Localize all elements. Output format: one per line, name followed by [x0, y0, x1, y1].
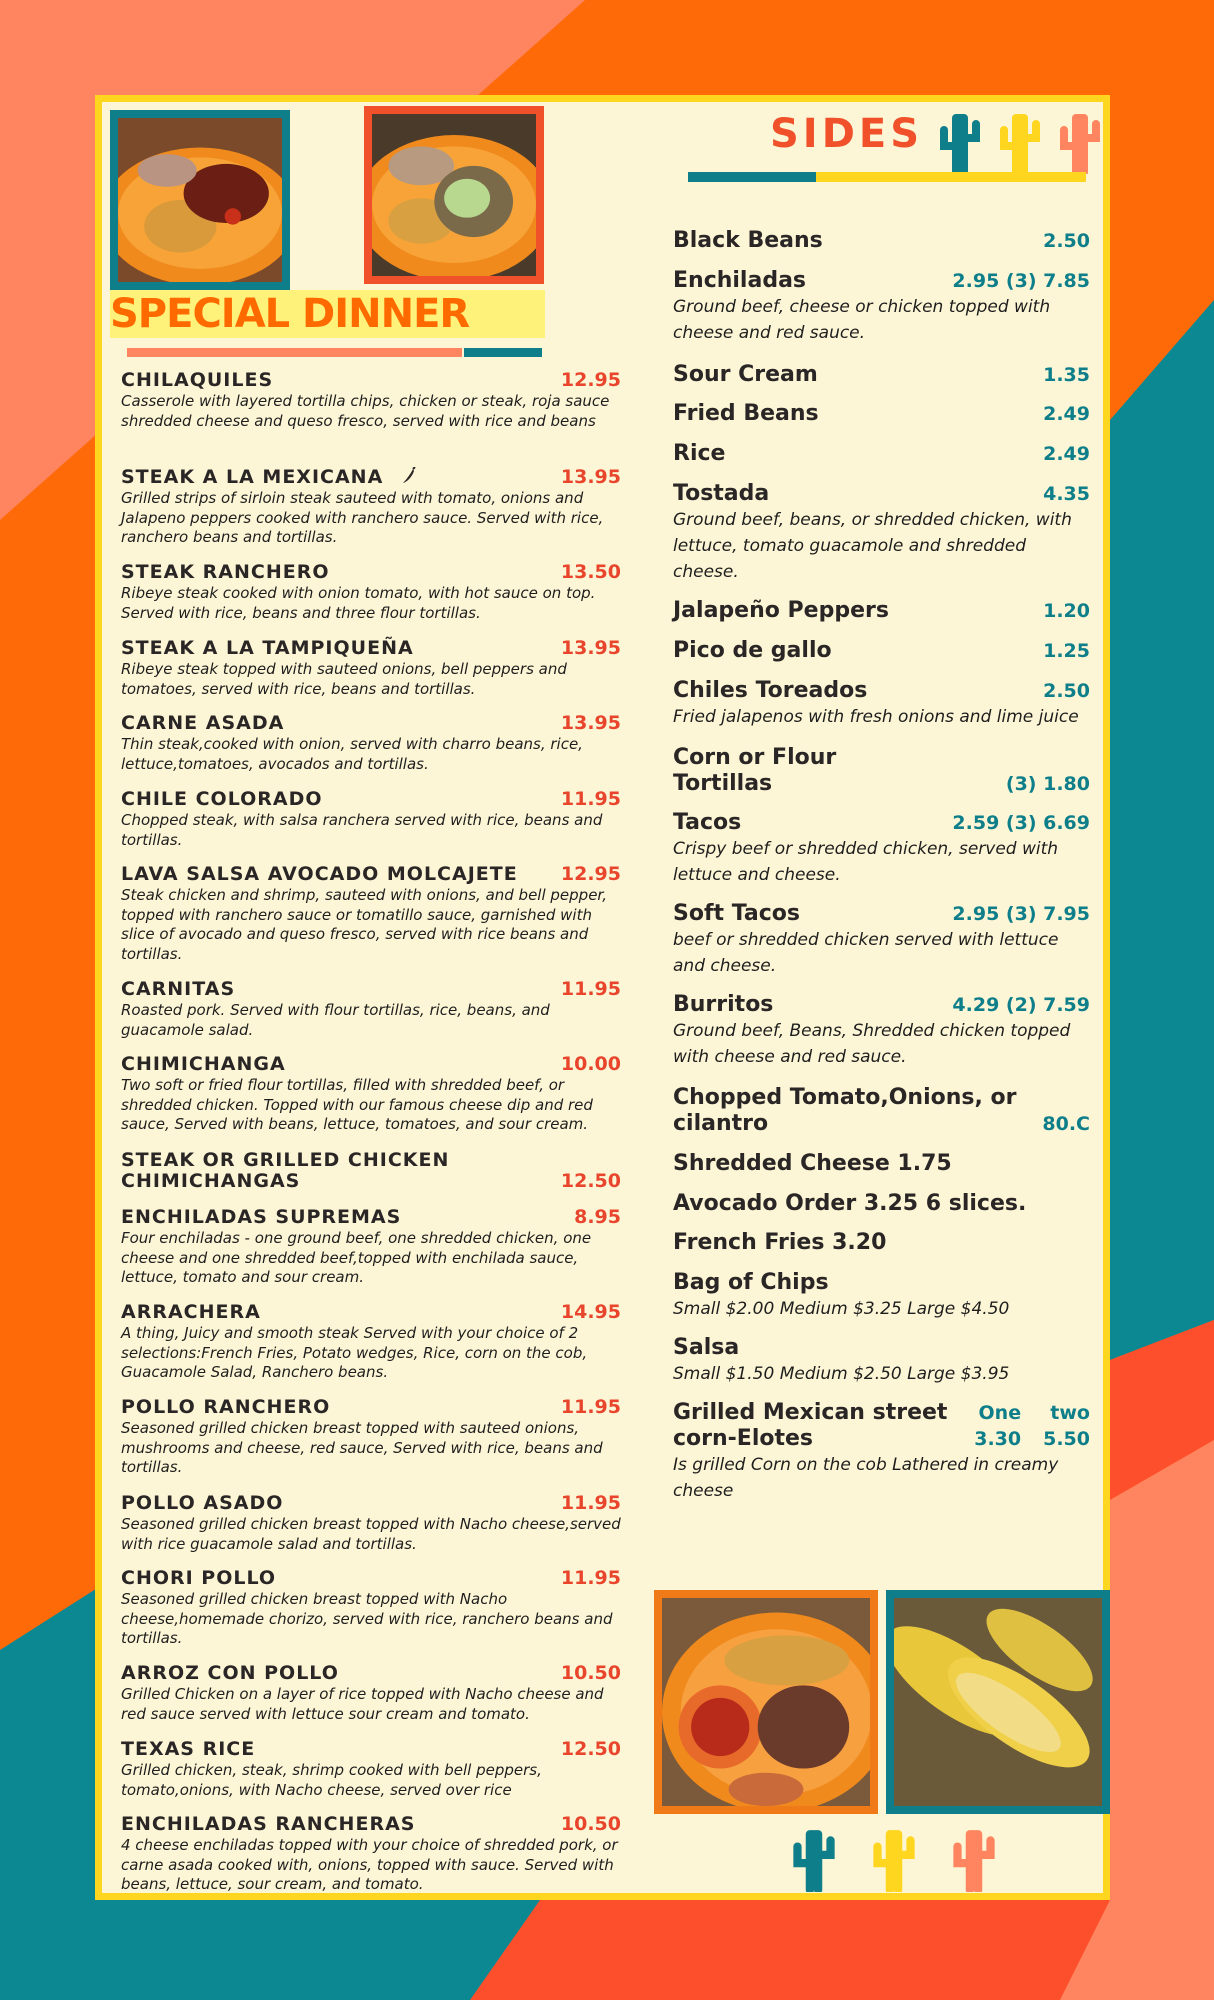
- item-name: ENCHILADAS RANCHERAS: [121, 1813, 416, 1835]
- side-price: (3) 1.80: [1005, 773, 1090, 795]
- side-price: 3.30: [974, 1428, 1022, 1450]
- menu-item: [121, 1054, 621, 1135]
- side-name: Avocado Order 3.25 6 slices.: [673, 1191, 1027, 1216]
- item-description: Seasoned grilled chicken breast topped with Nacho cheese,homemade chorizo, served with rice, ranchero beans and tortillas.: [121, 1590, 613, 1647]
- item-name: STEAK A LA TAMPIQUEÑA: [121, 637, 414, 659]
- item-name: CHORI POLLO: [121, 1567, 277, 1589]
- side-item: [673, 228, 1090, 254]
- item-price: 11.95: [560, 1492, 621, 1514]
- side-item: [673, 401, 1090, 427]
- cactus-icon: [786, 1828, 842, 1892]
- item-price: 12.95: [560, 369, 621, 391]
- side-name: Corn or Flour Tortillas: [673, 745, 837, 796]
- item-description: Ribeye steak cooked with onion tomato, with hot sauce on top. Served with rice, beans and three flour tortillas.: [121, 584, 596, 622]
- side-item: [673, 1085, 1090, 1137]
- item-name: LAVA SALSA AVOCADO MOLCAJETE: [121, 863, 518, 885]
- side-price: 1.25: [1043, 640, 1090, 662]
- item-name: STEAK OR GRILLED CHICKEN CHIMICHANGAS: [121, 1149, 450, 1192]
- side-name: Bag of Chips: [673, 1270, 829, 1295]
- menu-item: [121, 789, 621, 850]
- menu-item: [121, 1397, 621, 1478]
- side-item: [673, 810, 1090, 888]
- item-price: 13.50: [560, 561, 621, 583]
- item-price: 13.95: [560, 637, 621, 659]
- side-name: Grilled Mexican street corn-Elotes: [673, 1400, 948, 1451]
- side-description: Ground beef, Beans, Shredded chicken topped with cheese and red sauce.: [673, 1021, 1071, 1067]
- side-item: [673, 992, 1090, 1070]
- side-price: 4.35: [1043, 483, 1090, 505]
- menu-item: [121, 979, 621, 1040]
- side-item: [673, 1270, 1090, 1322]
- side-name: Enchiladas: [673, 268, 807, 293]
- chili-pepper-icon: [401, 467, 417, 485]
- item-price: 10.50: [560, 1813, 621, 1835]
- side-description: Ground beef, beans, or shredded chicken, with lettuce, tomato guacamole and shredded cheese.: [673, 510, 1072, 582]
- item-description: Grilled strips of sirloin steak sauteed with tomato, onions and Jalapeno peppers cooked with ranchero sauce. Served with rice, ranchero beans and tortillas.: [121, 489, 604, 546]
- side-item: [673, 1335, 1090, 1387]
- item-name: STEAK A LA MEXICANA: [121, 466, 384, 488]
- item-price: 13.95: [560, 466, 621, 488]
- item-name: TEXAS RICE: [121, 1738, 256, 1760]
- side-price: 5.50: [1043, 1428, 1090, 1450]
- item-name: ARRACHERA: [121, 1301, 261, 1323]
- side-item: [673, 1191, 1090, 1217]
- item-price: 11.95: [560, 978, 621, 1000]
- item-description: A thing, Juicy and smooth steak Served with your choice of 2 selections:French Fries, Potato wedges, Rice, corn on the cob, Guacamole Salad, Ranchero beans.: [121, 1324, 588, 1381]
- menu-item: [121, 1493, 621, 1554]
- menu-item: [121, 1150, 621, 1192]
- side-name: Rice: [673, 441, 726, 466]
- menu-item: [121, 562, 621, 623]
- item-description: Casserole with layered tortilla chips, chicken or steak, roja sauce shredded cheese and queso fresco, served with rice and beans: [121, 392, 610, 430]
- item-name: POLLO ASADO: [121, 1492, 284, 1514]
- side-price: 1.35: [1043, 364, 1090, 386]
- menu-item: [121, 638, 621, 699]
- side-name: Black Beans: [673, 228, 823, 253]
- side-name: Salsa: [673, 1335, 740, 1360]
- side-description: Small $2.00 Medium $3.25 Large $4.50: [673, 1299, 1010, 1319]
- item-price: 8.95: [574, 1206, 621, 1228]
- side-price: 2.49: [1043, 443, 1090, 465]
- sides-title: SIDES: [770, 111, 924, 157]
- side-price: 2.59 (3) 6.69: [952, 812, 1090, 834]
- special-dinner-title: SPECIAL DINNER: [110, 291, 470, 337]
- menu-item: [121, 1739, 621, 1800]
- side-description: Ground beef, cheese or chicken topped with cheese and red sauce.: [673, 297, 1051, 343]
- side-description: Crispy beef or shredded chicken, served with lettuce and cheese.: [673, 839, 1059, 885]
- side-item: [673, 1230, 1090, 1256]
- cactus-icon: [936, 112, 984, 174]
- item-name: CHILE COLORADO: [121, 788, 323, 810]
- item-description: Roasted pork. Served with flour tortillas, rice, beans, and guacamole salad.: [121, 1001, 550, 1039]
- side-name: French Fries 3.20: [673, 1230, 887, 1255]
- special-dinner-title-box: [110, 290, 545, 338]
- cactus-icon: [996, 112, 1044, 174]
- side-item: [673, 441, 1090, 467]
- side-name: Shredded Cheese 1.75: [673, 1151, 952, 1176]
- side-price-label: One: [978, 1402, 1022, 1424]
- item-name: CARNITAS: [121, 978, 236, 1000]
- side-item: [673, 598, 1090, 624]
- menu-item: [121, 1207, 621, 1288]
- side-price: 4.29 (2) 7.59: [952, 994, 1090, 1016]
- side-name: Burritos: [673, 992, 774, 1017]
- side-description: beef or shredded chicken served with lettuce and cheese.: [673, 930, 1059, 976]
- item-name: ARROZ CON POLLO: [121, 1662, 339, 1684]
- item-price: 12.95: [560, 863, 621, 885]
- menu-item: [121, 1663, 621, 1724]
- side-price-label: two: [1050, 1402, 1090, 1424]
- item-price: 10.50: [560, 1662, 621, 1684]
- item-description: Thin steak,cooked with onion, served with charro beans, rice, lettuce,tomatoes, avocados and tortillas.: [121, 735, 583, 773]
- menu-item: [121, 370, 621, 431]
- side-price: 2.95 (3) 7.95: [952, 903, 1090, 925]
- side-name: Sour Cream: [673, 362, 818, 387]
- side-description: Is grilled Corn on the cob Lathered in creamy cheese: [673, 1455, 1059, 1501]
- item-description: Grilled chicken, steak, shrimp cooked with bell peppers, tomato,onions, with Nacho cheese, served over rice: [121, 1761, 542, 1799]
- cactus-icon: [946, 1828, 1002, 1892]
- side-item: [673, 638, 1090, 664]
- item-description: Two soft or fried flour tortillas, filled with shredded beef, or shredded chicken. Topped with our famous cheese dip and red sauce, Served with beans, lettuce, tomatoes, and sour cream.: [121, 1076, 593, 1133]
- cactus-icon: [1056, 112, 1104, 174]
- side-item: [673, 362, 1090, 388]
- side-name: Chiles Toreados: [673, 678, 868, 703]
- food-photo-steak-mexicana: [364, 106, 544, 284]
- item-name: ENCHILADAS SUPREMAS: [121, 1206, 402, 1228]
- item-description: Steak chicken and shrimp, sauteed with onions, and bell pepper, topped with ranchero sauce or tomatillo sauce, garnished with slice of avocado and queso fresco, served with rice beans and tortillas.: [121, 886, 607, 963]
- side-name: Jalapeño Peppers: [673, 598, 889, 623]
- menu-item: [121, 467, 621, 548]
- sides-underline-teal: [688, 172, 816, 182]
- sides-underline-yellow: [816, 172, 1086, 182]
- cactus-icon: [866, 1828, 922, 1892]
- side-item: [673, 268, 1090, 346]
- menu-item: [121, 864, 621, 964]
- menu-item: [121, 1814, 621, 1895]
- item-price: 10.00: [560, 1053, 621, 1075]
- item-description: Seasoned grilled chicken breast topped with Nacho cheese,served with rice guacamole salad and tortillas.: [121, 1515, 621, 1553]
- side-name: Fried Beans: [673, 401, 819, 426]
- item-description: Chopped steak, with salsa ranchera served with rice, beans and tortillas.: [121, 811, 603, 849]
- food-photo-plate: [654, 1590, 878, 1814]
- item-price: 11.95: [560, 788, 621, 810]
- side-item: [673, 901, 1090, 979]
- side-description: Small $1.50 Medium $2.50 Large $3.95: [673, 1364, 1010, 1384]
- menu-item: [121, 1568, 621, 1649]
- item-description: Seasoned grilled chicken breast topped with sauteed onions, mushrooms and cheese, red sauce, Served with rice, beans and tortillas.: [121, 1419, 603, 1476]
- item-description: Four enchiladas - one ground beef, one shredded chicken, one cheese and one shredded beef,topped with enchilada sauce, lettuce, tomato and sour cream.: [121, 1229, 592, 1286]
- item-name: CARNE ASADA: [121, 712, 285, 734]
- item-name: POLLO RANCHERO: [121, 1396, 331, 1418]
- food-photo-carne-asada: [110, 110, 290, 290]
- side-item: [673, 745, 1090, 797]
- item-price: 11.95: [560, 1567, 621, 1589]
- side-description: Fried jalapenos with fresh onions and lime juice: [673, 707, 1079, 727]
- side-name: Chopped Tomato,Onions, or cilantro: [673, 1085, 1017, 1136]
- side-item: [673, 481, 1090, 585]
- title-underline-teal: [464, 348, 542, 357]
- menu-item: [121, 1302, 621, 1383]
- item-price: 13.95: [560, 712, 621, 734]
- food-photo-elotes: [886, 1590, 1110, 1814]
- item-name: CHILAQUILES: [121, 369, 274, 391]
- side-price: 2.50: [1043, 230, 1090, 252]
- item-price: 12.50: [560, 1738, 621, 1760]
- side-name: Pico de gallo: [673, 638, 832, 663]
- item-price: 12.50: [560, 1170, 621, 1192]
- side-price: 2.49: [1043, 403, 1090, 425]
- side-item: [673, 678, 1090, 730]
- side-name: Tacos: [673, 810, 742, 835]
- side-price: 80.C: [1042, 1113, 1090, 1135]
- item-name: CHIMICHANGA: [121, 1053, 286, 1075]
- side-name: Tostada: [673, 481, 770, 506]
- item-name: STEAK RANCHERO: [121, 561, 330, 583]
- side-item: [673, 1151, 1090, 1177]
- item-description: Grilled Chicken on a layer of rice topped with Nacho cheese and red sauce served with lettuce sour cream and tomato.: [121, 1685, 604, 1723]
- side-name: Soft Tacos: [673, 901, 800, 926]
- side-price: 2.95 (3) 7.85: [952, 270, 1090, 292]
- side-item: [673, 1400, 1090, 1504]
- side-price: 1.20: [1043, 600, 1090, 622]
- title-underline-salmon: [127, 348, 462, 357]
- item-price: 14.95: [560, 1301, 621, 1323]
- item-price: 11.95: [560, 1396, 621, 1418]
- item-description: 4 cheese enchiladas topped with your choice of shredded pork, or carne asada cooked with, onions, topped with sauce. Served with beans, lettuce, sour cream, and tomato.: [121, 1836, 618, 1893]
- side-price: 2.50: [1043, 680, 1090, 702]
- menu-item: [121, 713, 621, 774]
- item-description: Ribeye steak topped with sauteed onions, bell peppers and tomatoes, served with rice, beans and tortillas.: [121, 660, 567, 698]
